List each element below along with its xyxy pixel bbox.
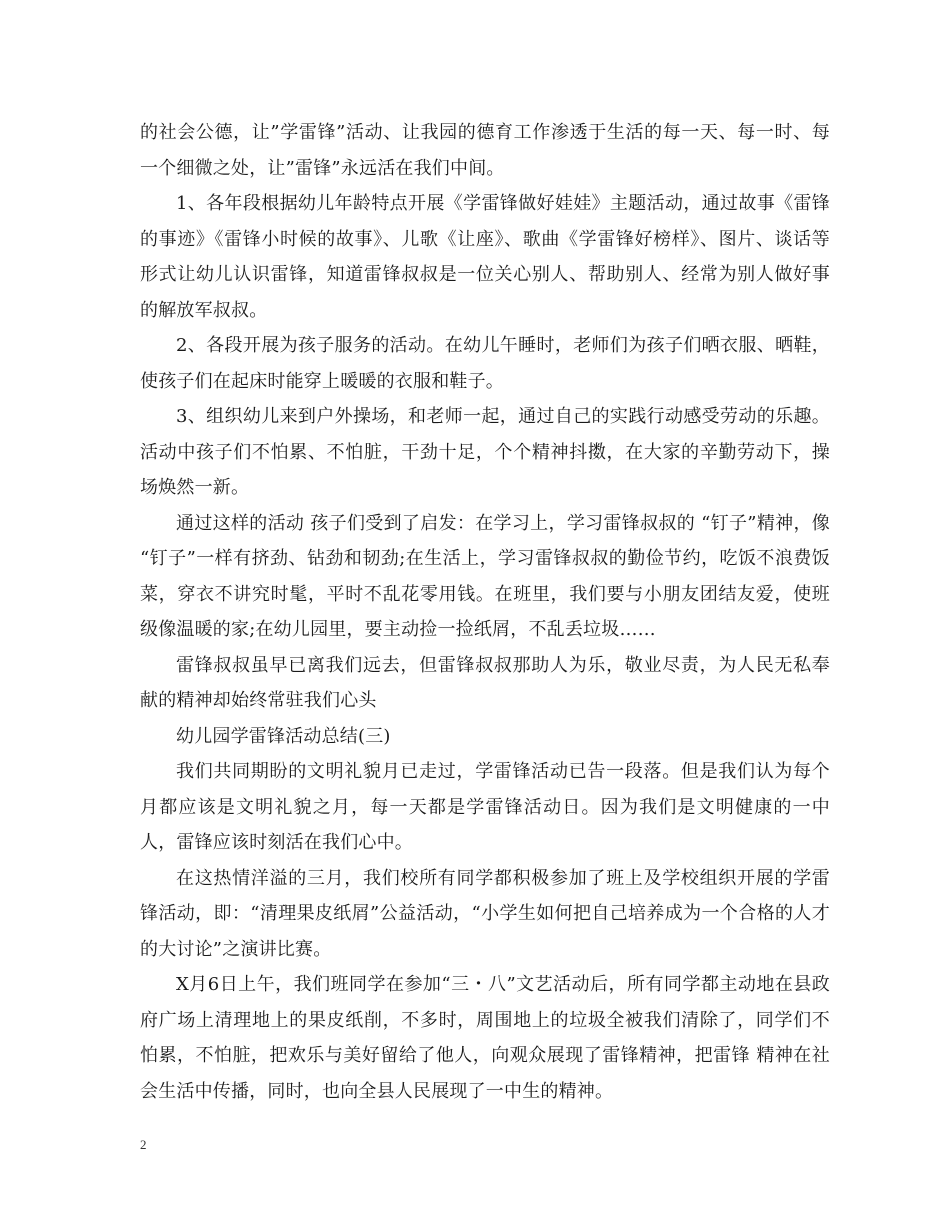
paragraph: 2、各段开展为孩子服务的活动。在幼儿午睡时，老师们为孩子们晒衣服、晒鞋，使孩子们在起床时能穿上暖暖的衣服和鞋子。 bbox=[140, 335, 830, 392]
paragraph: 1、各年段根据幼儿年龄特点开展《学雷锋做好娃娃》主题活动，通过故事《雷锋的事迹》《雷锋小时候的故事》、儿歌《让座》、歌曲《学雷锋好榜样》、图片、谈话等形式让幼儿认识雷锋，知道雷锋叔叔是一位关心别人、帮助别人、经常为别人做好事的解放军叔叔。 bbox=[140, 193, 830, 321]
paragraph: 雷锋叔叔虽早已离我们远去，但雷锋叔叔那助人为乐，敬业尽责，为人民无私奉献的精神却始终常驻我们心头 bbox=[140, 654, 830, 711]
paragraph: 3、组织幼儿来到户外操场，和老师一起，通过自己的实践行动感受劳动的乐趣。活动中孩子们不怕累、不怕脏，干劲十足，个个精神抖擞，在大家的辛勤劳动下，操场焕然一新。 bbox=[140, 406, 830, 498]
paragraph: 我们共同期盼的文明礼貌月已走过，学雷锋活动已告一段落。但是我们认为每个月都应该是文明礼貌之月，每一天都是学雷锋活动日。因为我们是文明健康的一中人，雷锋应该时刻活在我们心中。 bbox=[140, 761, 830, 853]
paragraph: X月6日上午，我们班同学在参加“三・八”文艺活动后，所有同学都主动地在县政府广场上清理地上的果皮纸削，不多时，周围地上的垃圾全被我们清除了，同学们不怕累，不怕脏，把欢乐与美好留给了他人，向观众展现了雷锋精神，把雷锋 精神在社会生活中传播，同时，也向全县人民展现了一中生的精神。 bbox=[140, 974, 830, 1102]
section-heading: 幼儿园学雷锋活动总结(三) bbox=[176, 725, 391, 747]
paragraph: 在这热情洋溢的三月，我们校所有同学都积极参加了班上及学校组织开展的学雷锋活动，即：“清理果皮纸屑”公益活动，“小学生如何把自己培养成为一个合格的人才的大讨论”之演讲比赛。 bbox=[140, 867, 830, 960]
page-number: 2 bbox=[140, 1137, 147, 1152]
paragraph: 的社会公德，让”学雷锋”活动、让我园的德育工作渗透于生活的每一天、每一时、每一个细微之处，让”雷锋”永远活在我们中间。 bbox=[140, 122, 830, 179]
document-body bbox=[140, 115, 830, 1109]
paragraph: 通过这样的活动 孩子们受到了启发：在学习上，学习雷锋叔叔的 “钉子”精神，像 “钉子”一样有挤劲、钻劲和韧劲;在生活上，学习雷锋叔叔的勤俭节约，吃饭不浪费饭菜，穿衣不讲究时髦，平时不乱花零用钱。在班里，我们要与小朋友团结友爱，使班级像温暖的家;在幼儿园里，要主动捡一捡纸屑，不乱丢垃圾…… bbox=[140, 512, 830, 640]
